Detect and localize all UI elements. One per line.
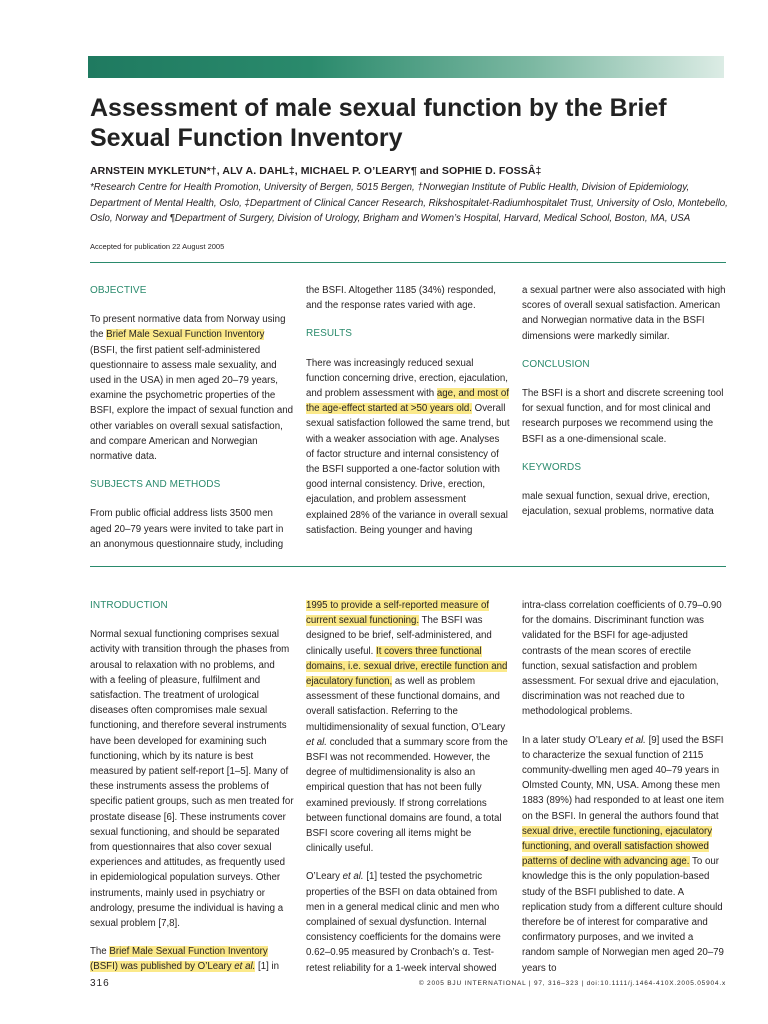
intro-paragraph-3: O’Leary et al. [1] tested the psychometric properties of the BSFI on data obtained from men in a general medical clinic and men who complained of sexual dysfunction. Internal consistency coefficients for the domains were 0.62–0.95 measured by Cronbach’s α. Test-retest reliability for a 1-week interval showed xyxy=(306,871,501,974)
abstract-column-2 xyxy=(306,283,510,551)
intro-paragraph-1: Normal sexual functioning comprises sexual activity with transition through the phases from arousal to relaxation with no problems, and with a feeling of pleasure, fulfilment and satisfaction. The treatment of urological diseases often compromises male sexual functioning, and therefore several instruments have been developed for examining such functioning, which by its nature is best measured by patient self-report [1–5]. Many of these instruments assess the problems of specific patient groups, such as men treated for prostate disease [6]. These instruments cover sexual functioning, and should be separated from questionnaires that also cover sexual experiences and attitudes, as frequently used in epidemiological population surveys. Other instruments, mainly used in psychiatry or andrology, presume the individual is having a sexual problem [7,8]. xyxy=(90,629,294,930)
intro-paragraph-4: In a later study O’Leary et al. [9] used the BSFI to characterize the sexual function of 2115 community-dwelling men aged 40–79 years in Olmsted County, MN, USA. Among these men 1883 (89%) had responded to at least one item on the BSFI. In general the authors found that sexual drive, erectile functioning, ejaculatory functioning, and overall satisfaction showed patterns of decline with advancing age. To our knowledge this is the only population-based study of the BSFI published to date. A replication study from a different culture should therefore be of interest for comparative and confirmatory purposes, and we invited a random sample of Norwegian men aged 20–79 years to xyxy=(522,734,724,974)
introduction-heading: INTRODUCTION xyxy=(90,600,168,611)
results-text: There was increasingly reduced sexual function concerning drive, erection, ejaculation, and problem assessment with age, and most of the age-effect started at >50 years old. Overall sexual satisfaction followed the same trend, but with a weaker association with age. Analyses of factor structure and internal consistency of the BSFI supported a one-factor solution with good internal consistency. Drive, erection, ejaculation, and problem assessment explained 28% of the variance in overall sexual satisfaction. Being younger and having xyxy=(306,357,510,536)
highlight: sexual drive, erectile functioning, ejaculatory functioning, and overall satisfaction showed patterns of decline with advancing age. xyxy=(522,825,713,868)
page-footer xyxy=(90,978,726,992)
keywords-text: male sexual function, sexual drive, erection, ejaculation, sexual problems, normative data xyxy=(522,491,714,518)
highlight: Brief Male Sexual Function Inventory xyxy=(106,329,265,341)
journal-reference: © 2005 BJU INTERNATIONAL | 97, 316–323 | doi:10.1111/j.1464-410X.2005.05904.x xyxy=(418,980,726,987)
objective-text: To present normative data from Norway using the Brief Male Sexual Function Inventory (BSFI, the first patient self-administered questionnaire to assess male sexuality, and used in the USA) in men aged 20–79 years, examine the psychometric properties of the BSFI, explore the impact of sexual function and other variables on overall sexual satisfaction, and compare American and Norwegian normative data. xyxy=(90,314,294,463)
highlight: age, and most of the age-effect started at >50 years old. xyxy=(306,388,510,415)
header-color-bar xyxy=(88,56,724,78)
intro-paragraph-2: The Brief Male Sexual Function Inventory (BSFI) was published by O’Leary et al. [1] in xyxy=(90,946,280,973)
highlight: 1995 to provide a self-reported measure of current sexual functioning. xyxy=(306,600,490,627)
methods-text: From public official address lists 3500 men aged 20–79 years were invited to take part in an anonymous questionnaire study, including xyxy=(90,508,284,550)
author-list: ARNSTEIN MYKLETUN*†, ALV A. DAHL‡, MICHAEL P. O’LEARY¶ and SOPHIE D. FOSSÂ‡ xyxy=(90,165,542,177)
article-title: Assessment of male sexual function by the Brief Sexual Function Inventory xyxy=(90,94,667,152)
page-number: 316 xyxy=(90,978,110,989)
keywords-heading: KEYWORDS xyxy=(522,461,582,473)
abstract-top-rule xyxy=(90,262,726,263)
intro-paragraph-3-cont: intra-class correlation coefficients of 0.79–0.90 for the domains. Discriminant function was validated for the BSFI for age-adjusted contrasts of the mean scores of erectile function, sexual satisfaction and problem assessment. For sexual drive and ejaculation, discrimination was not reached due to methodological problems. xyxy=(522,600,722,718)
conclusion-heading: CONCLUSION xyxy=(522,358,590,370)
abstract-column-1 xyxy=(90,283,294,565)
body-column-1 xyxy=(90,598,294,988)
highlight: It covers three functional domains, i.e. sexual drive, erectile function and ejaculatory function, xyxy=(306,645,508,688)
conclusion-text: The BSFI is a short and discrete screening tool for sexual function, and for most clinical and research purposes we recommend using the BSFI as a one-dimensional scale. xyxy=(522,388,724,445)
highlight: Brief Male Sexual Function Inventory (BSFI) was published by O’Leary et al. xyxy=(90,946,268,973)
affiliations: *Research Centre for Health Promotion, University of Bergen, 5015 Bergen, †Norwegian Institute of Public Health, Division of Epidemiology, Department of Mental Health, Oslo, ‡Department of Clinical Cancer Research, Rikshospitalet-Radiumhospitalet Trust, University of Oslo, Montebello, Oslo, Norway and ¶Department of Surgery, Division of Urology, Brigham and Women’s Hospital, Harvard, Medical School, Boston, MA, USA xyxy=(90,182,728,224)
results-text-cont: a sexual partner were also associated with high scores of overall sexual satisfaction. American and Norwegian normative data in the BSFI dimensions were markedly similar. xyxy=(522,285,726,342)
accepted-date: Accepted for publication 22 August 2005 xyxy=(90,242,225,251)
body-column-2 xyxy=(306,598,510,989)
abstract-bottom-rule xyxy=(90,566,726,567)
methods-text-cont: the BSFI. Altogether 1185 (34%) responded, and the response rates varied with age. xyxy=(306,285,496,312)
abstract-column-3 xyxy=(522,283,728,532)
intro-paragraph-2-cont: 1995 to provide a self-reported measure of current sexual functioning. The BSFI was designed to be brief, self-administered, and clinically useful. It covers three functional domains, i.e. sexual drive, erectile function and ejaculatory function, as well as problem assessment of these functional domains, and overall satisfaction. Referring to the multidimensionality of sexual function, O’Leary et al. concluded that a summary score from the BSFI was not recommended. However, the degree of multidimensionality is also an empirical question that has not been fully examined previously. If strong correlations between functional domains are found, a total BSFI score covering all items might be clinically useful. xyxy=(306,600,508,855)
results-heading: RESULTS xyxy=(306,328,353,340)
methods-heading: SUBJECTS AND METHODS xyxy=(90,479,221,491)
objective-heading: OBJECTIVE xyxy=(90,285,147,296)
body-column-3 xyxy=(522,598,728,989)
